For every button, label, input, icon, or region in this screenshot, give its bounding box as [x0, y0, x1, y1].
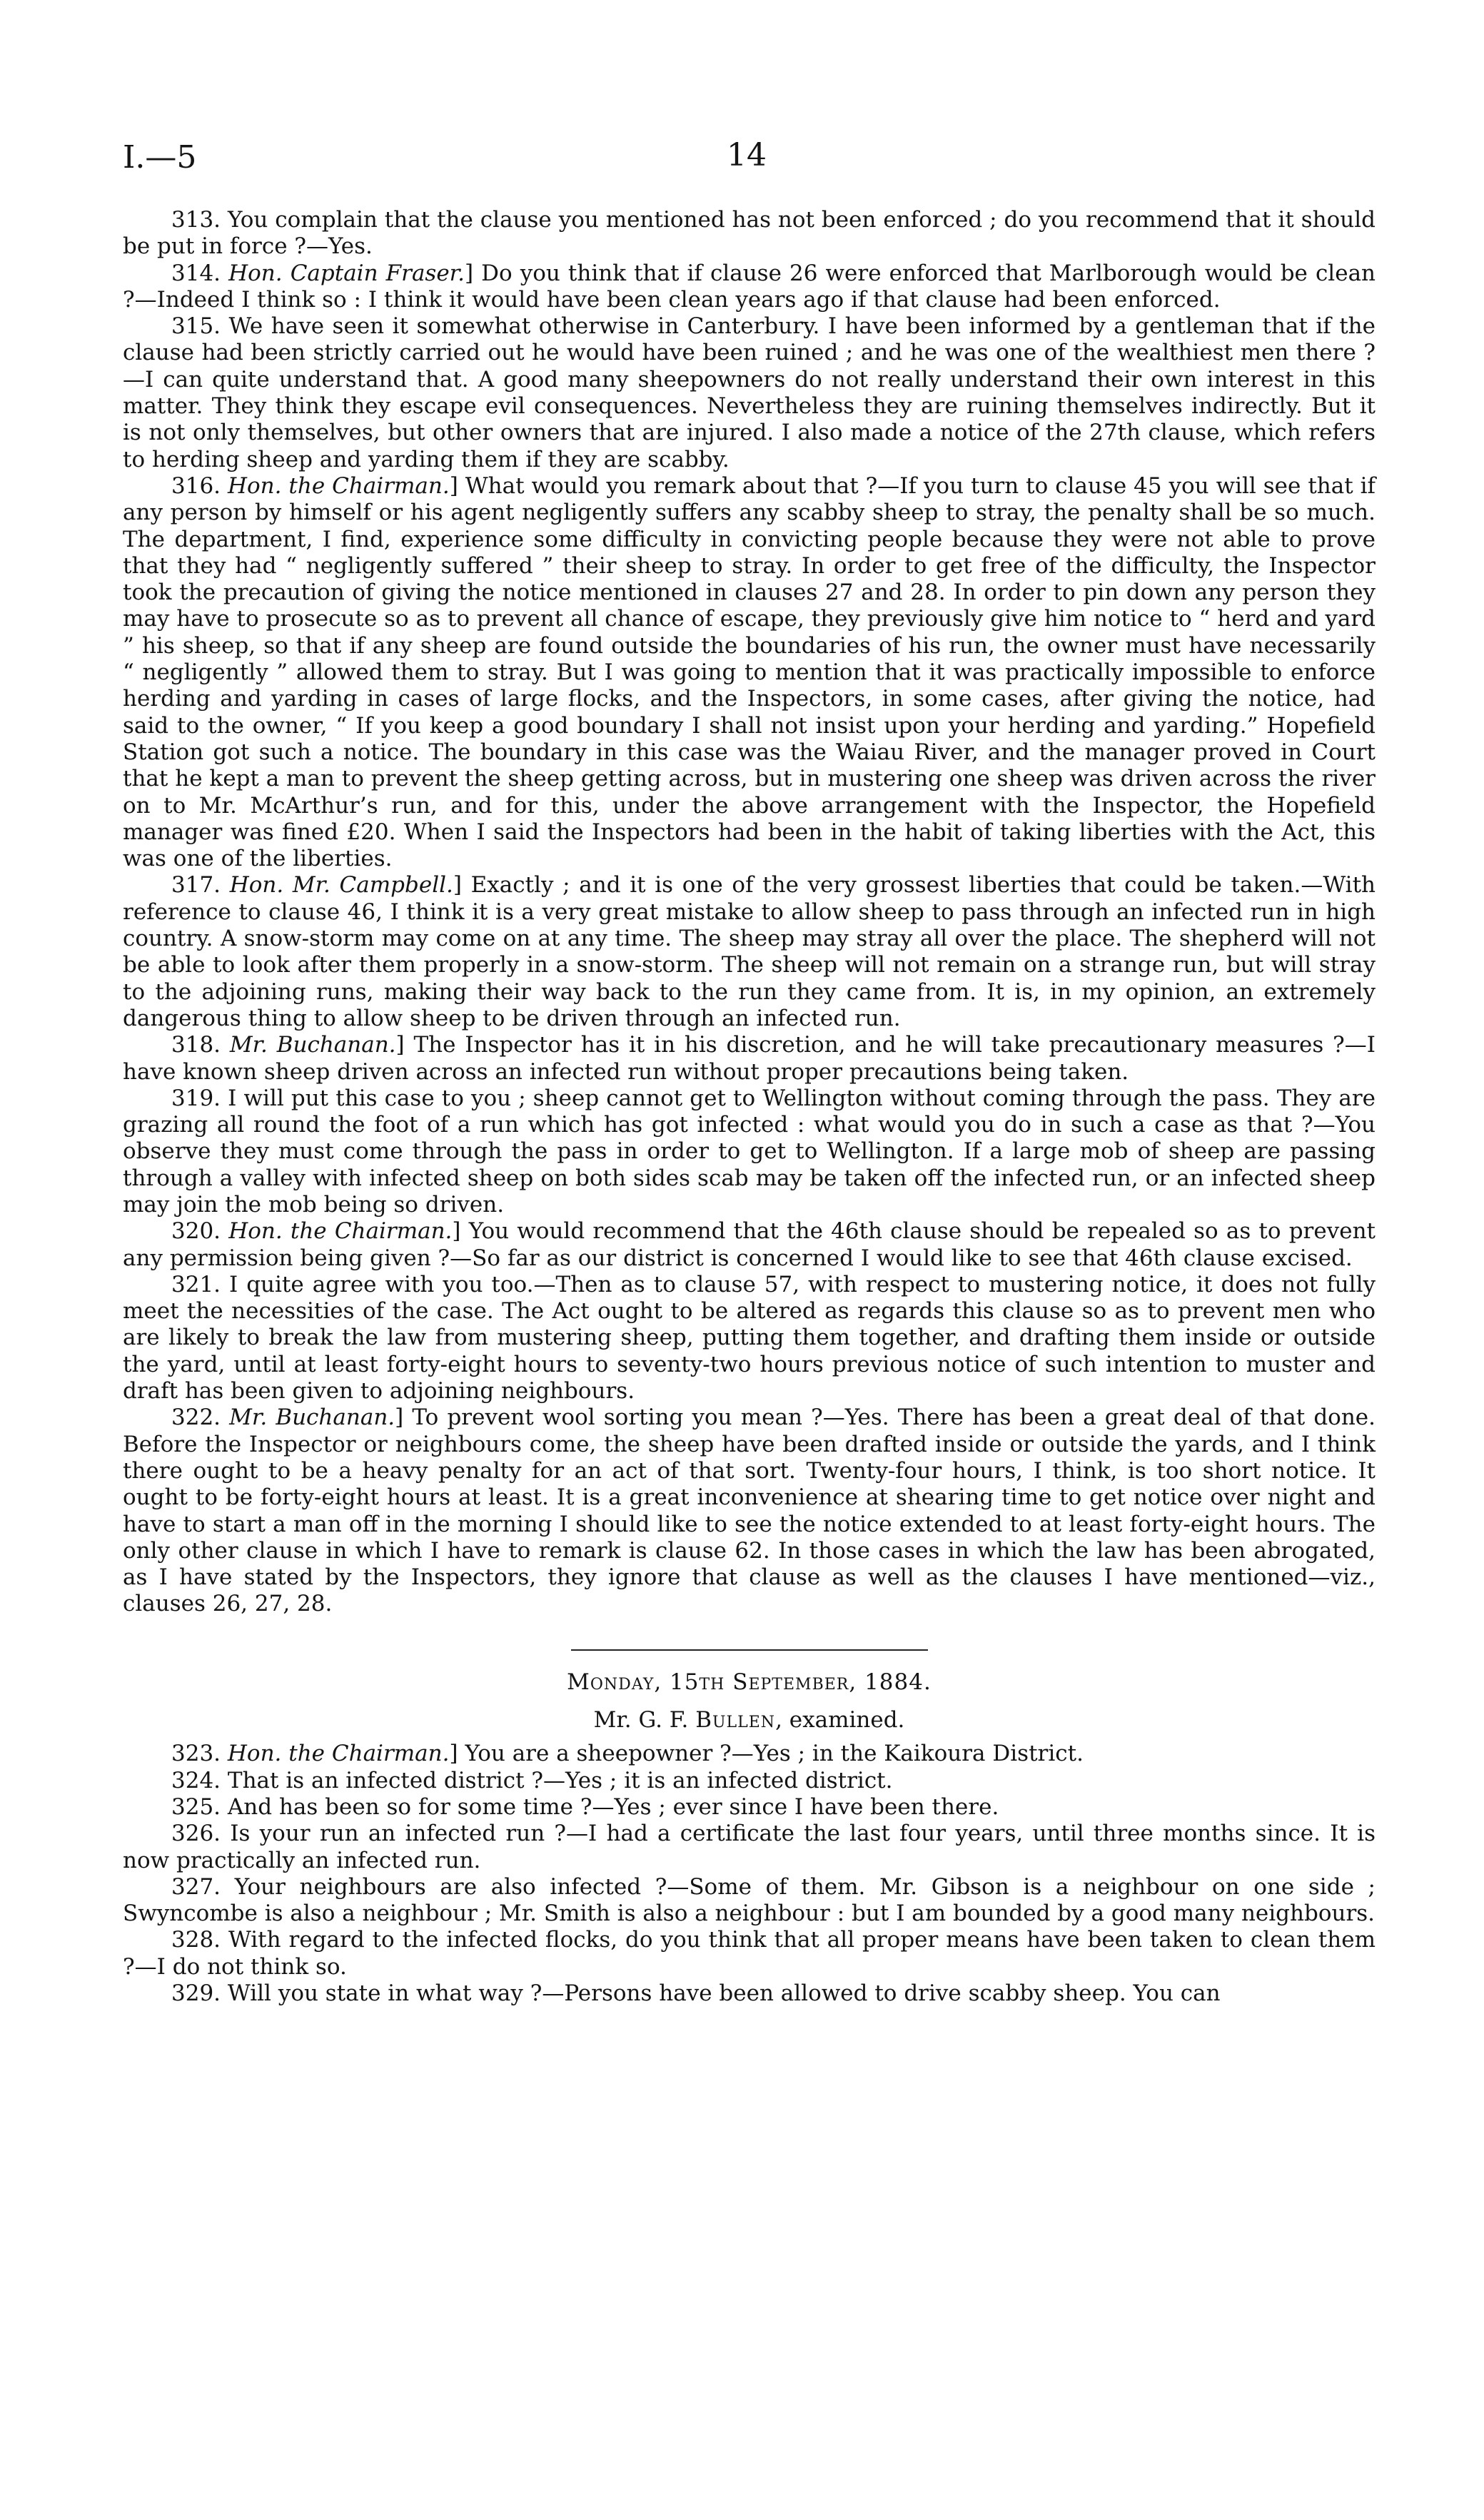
question-number: 328.: [171, 1927, 221, 1953]
witness-prefix: Mr. G. F.: [593, 1707, 689, 1734]
question-paragraph: [123, 1927, 1376, 1980]
question-paragraph: [123, 1768, 1376, 1794]
question-text: Is your run an infected run ?—I had a certificate the last four years, until three months since. It is now practically an infected run.: [123, 1821, 1376, 1873]
session-date: Monday, 15th September, 1884.: [567, 1669, 932, 1695]
evidence-body: [123, 207, 1376, 2007]
question-number: 313.: [171, 207, 221, 233]
evidence-block-1: [123, 207, 1376, 1618]
question-number: 327.: [171, 1873, 221, 1900]
question-number: 314.: [171, 260, 221, 286]
question-text: That is an infected district ?—Yes ; it is an infected district.: [227, 1767, 893, 1793]
question-text: You are a sheepowner ?—Yes ; in the Kaikoura District.: [465, 1741, 1084, 1767]
question-paragraph: [123, 1794, 1376, 1821]
question-paragraph: 323. Hon. the Chairman.] You are a sheepowner ?—Yes ; in the Kaikoura District.: [171, 1741, 1084, 1767]
question-number: 321.: [171, 1271, 221, 1297]
parliamentary-paper-reference: I.—5: [123, 139, 197, 176]
question-text: I will put this case to you ; sheep cannot get to Wellington without coming through the pass. They are grazing all round the foot of a run which has got infected : what would you do in such a case as that ?—You observe they must come through the pass in order to get to Wellington. If a large mob of sheep are passing through a valley with infected sheep on both sides scab may be taken off the infected run, or an infected sheep may join the mob being so driven.: [123, 1085, 1376, 1218]
question-paragraph: [123, 1821, 1376, 1874]
question-paragraph: 316. Hon. the Chairman.] What would you remark about that ?—If you turn to clause 45 you will see that if any person by himself or his agent negligently suffers any scabby sheep to stray, the penalty shall be so much. The department, I find, experience some difficulty in convicting people because they were not able to prove that they had “ negligently suffered ” their sheep to stray. In order to get free of the difficulty, the Inspector took the precaution of giving the notice mentioned in clauses 27 and 28. In order to pin down any person they may have to prosecute so as to prevent all chance of escape, they previously give him notice to “ herd and yard ” his sheep, so that if any sheep are found outside the boundaries of his run, the owner must have necessarily “ negligently ” allowed them to stray. But I was going to mention that it was practically impossible to enforce herding and yarding in cases of large flocks, and the Inspectors, in some cases, after giving the notice, had said to the owner, “ If you keep a good boundary I shall not insist upon your herding and yarding.” Hopefield Station got such a notice. The boundary in this case was the Waiau River, and the manager proved in Court that he kept a man to prevent the sheep getting across, but in mustering one sheep was driven across the river on to Mr. McArthur’s run, and for this, under the above arrangement with the Inspector, the Hopefield manager was fined £20. When I said the Inspectors had been in the habit of taking liberties with the Act, this was one of the liberties.: [123, 472, 1376, 872]
section-divider: [571, 1649, 928, 1651]
question-paragraph: [123, 1086, 1376, 1218]
speaker-name: Hon. Captain Fraser.: [228, 260, 465, 286]
question-number: 326.: [171, 1821, 221, 1847]
question-paragraph: 322. Mr. Buchanan.] To prevent wool sorting you mean ?—Yes. There has been a great deal of that done. Before the Inspector or neighbours come, the sheep have been drafted inside or outside the yards, and I think there ought to be a heavy penalty for an act of that sort. Twenty-four hours, I think, is too short notice. It ought to be forty-eight hours at least. It is a great inconvenience at shearing time to get notice over night and have to start a man off in the morning I should like to see the notice extended to at least forty-eight hours. The only other clause in which I have to remark is clause 62. In those cases in which the law has been abrogated, as I have stated by the Inspectors, they ignore that clause as well as the clauses I have mentioned—viz., clauses 26, 27, 28.: [123, 1405, 1376, 1617]
question-paragraph: 317. Hon. Mr. Campbell.] Exactly ; and it is one of the very grossest liberties that could be taken.—With reference to clause 46, I think it is a very great mistake to allow sheep to pass through an infected run in high country. A snow-storm may come on at any time. The sheep may stray all over the place. The shepherd will not be able to look after them properly in a snow-storm. The sheep will not remain on a strange run, but will stray to the adjoining runs, making their way back to the run they came from. It is, in my opinion, an extremely dangerous thing to allow sheep to be driven through an infected run.: [123, 872, 1376, 1031]
question-paragraph: [123, 313, 1376, 473]
evidence-block-2: [123, 1741, 1376, 2007]
question-text: And has been so for some time ?—Yes ; ever since I have been there.: [227, 1793, 999, 1820]
question-text: Your neighbours are also infected ?—Some of them. Mr. Gibson is a neighbour on one side ; Swyncombe is also a neighbour ; Mr. Smith is also a neighbour : but I am bounded by a good many neighbours.: [123, 1873, 1376, 1927]
question-text: What would you remark about that ?—If you turn to clause 45 you will see that if any person by himself or his agent negligently suffers any scabby sheep to stray, the penalty shall be so much. The department, I find, experience some difficulty in convicting people because they were not able to prove that they had “ negligently suffered ” their sheep to stray. In order to get free of the difficulty, the Inspector took the precaution of giving the notice mentioned in clauses 27 and 28. In order to pin down any person they may have to prosecute so as to prevent all chance of escape, they previously give him notice to “ herd and yard ” his sheep, so that if any sheep are found outside the boundaries of his run, the owner must have necessarily “ negligently ” allowed them to stray. But I was going to mention that it was practically impossible to enforce herding and yarding in cases of large flocks, and the Inspectors, in some cases, after giving the notice, had said to the owner, “ If you keep a good boundary I shall not insist upon your herding and yarding.” Hopefield Station got such a notice. The boundary in this case was the Waiau River, and the manager proved in Court that he kept a man to prevent the sheep getting across, but in mustering one sheep was driven across the river on to Mr. McArthur’s run, and for this, under the above arrangement with the Inspector, the Hopefield manager was fined £20. When I said the Inspectors had been in the habit of taking liberties with the Act, this was one of the liberties.: [123, 472, 1376, 872]
question-number: 318.: [171, 1032, 221, 1058]
question-text: Exactly ; and it is one of the very grossest liberties that could be taken.—With reference to clause 46, I think it is a very great mistake to allow sheep to pass through an infected run in high country. A snow-storm may come on at any time. The sheep may stray all over the place. The shepherd will not be able to look after them properly in a snow-storm. The sheep will not remain on a strange run, but will stray to the adjoining runs, making their way back to the run they came from. It is, in my opinion, an extremely dangerous thing to allow sheep to be driven through an infected run.: [123, 872, 1376, 1031]
question-text: The Inspector has it in his discretion, and he will take precautionary measures ?—I have known sheep driven across an infected run without proper precautions being taken.: [123, 1032, 1376, 1085]
question-number: 320.: [171, 1218, 221, 1245]
question-paragraph: [123, 207, 1376, 260]
question-number: 324.: [171, 1767, 221, 1793]
question-number: 319.: [171, 1085, 221, 1111]
question-text: Do you think that if clause 26 were enforced that Marlborough would be clean ?—Indeed I think so : I think it would have been clean years ago if that clause had been enforced.: [123, 260, 1376, 313]
question-text: You complain that the clause you mentioned has not been enforced ; do you recommend that it should be put in force ?—Yes.: [123, 207, 1376, 260]
question-paragraph: [123, 1272, 1376, 1405]
question-paragraph: [123, 1980, 1376, 2007]
question-paragraph: 314. Hon. Captain Fraser.] Do you think that if clause 26 were enforced that Marlborough would be clean ?—Indeed I think so : I think it would have been clean years ago if that clause had been enforced.: [123, 260, 1376, 313]
speaker-name: Hon. Mr. Campbell.: [229, 872, 453, 899]
witness-heading: [123, 1707, 1376, 1734]
question-paragraph: [123, 1874, 1376, 1928]
speaker-name: Hon. the Chairman.: [227, 472, 450, 499]
speaker-name: Mr. Buchanan.: [229, 1032, 396, 1058]
question-text: With regard to the infected flocks, do you think that all proper means have been taken to clean them ?—I do not think so.: [123, 1927, 1376, 1980]
question-number: 322.: [171, 1405, 221, 1431]
question-text: I quite agree with you too.—Then as to clause 57, with respect to mustering notice, it does not fully meet the necessities of the case. The Act ought to be altered as regards this clause so as to prevent men who are likely to break the law from mustering sheep, putting them together, and drafting them inside or outside the yard, until at least forty-eight hours to seventy-two hours previous notice of such intention to muster and draft has been given to adjoining neighbours.: [123, 1271, 1376, 1405]
page-number: 14: [727, 137, 767, 173]
question-text: We have seen it somewhat otherwise in Canterbury. I have been informed by a gentleman that if the clause had been strictly carried out he would have been ruined ; and he was one of the wealthiest men there ?—I can quite understand that. A good many sheepowners do not really understand their own interest in this matter. They think they escape evil consequences. Nevertheless they are ruining themselves indirectly. But it is not only themselves, but other owners that are injured. I also made a notice of the 27th clause, which refers to herding sheep and yarding them if they are scabby.: [123, 313, 1376, 472]
question-number: 316.: [171, 472, 221, 499]
question-number: 329.: [171, 1980, 221, 2006]
question-paragraph: 320. Hon. the Chairman.] You would recommend that the 46th clause should be repealed so as to prevent any permission being given ?—So far as our district is concerned I would like to see that 46th clause excised.: [123, 1218, 1376, 1271]
question-text: To prevent wool sorting you mean ?—Yes. There has been a great deal of that done. Before the Inspector or neighbours come, the sheep have been drafted inside or outside the yards, and I think there ought to be a heavy penalty for an act of that sort. Twenty-four hours, I think, is too short notice. It ought to be forty-eight hours at least. It is a great inconvenience at shearing time to get notice over night and have to start a man off in the morning I should like to see the notice extended to at least forty-eight hours. The only other clause in which I have to remark is clause 62. In those cases in which the law has been abrogated, as I have stated by the Inspectors, they ignore that clause as well as the clauses I have mentioned—viz., clauses 26, 27, 28.: [123, 1405, 1376, 1617]
speaker-name: Hon. the Chairman.: [227, 1741, 450, 1767]
question-text: Will you state in what way ?—Persons have been allowed to drive scabby sheep. You can: [227, 1980, 1221, 2006]
question-number: 323.: [171, 1741, 221, 1767]
witness-suffix: , examined.: [775, 1707, 905, 1734]
speaker-name: Mr. Buchanan.: [229, 1405, 395, 1431]
question-number: 317.: [171, 872, 221, 899]
question-paragraph: 318. Mr. Buchanan.] The Inspector has it in his discretion, and he will take precautionary measures ?—I have known sheep driven across an infected run without proper precautions being taken.: [123, 1032, 1376, 1085]
question-number: 325.: [171, 1793, 221, 1820]
question-number: 315.: [171, 313, 221, 340]
speaker-name: Hon. the Chairman.: [228, 1218, 453, 1245]
witness-name: Bullen: [695, 1707, 776, 1734]
question-text: You would recommend that the 46th clause should be repealed so as to prevent any permission being given ?—So far as our district is concerned I would like to see that 46th clause excised.: [123, 1218, 1376, 1271]
